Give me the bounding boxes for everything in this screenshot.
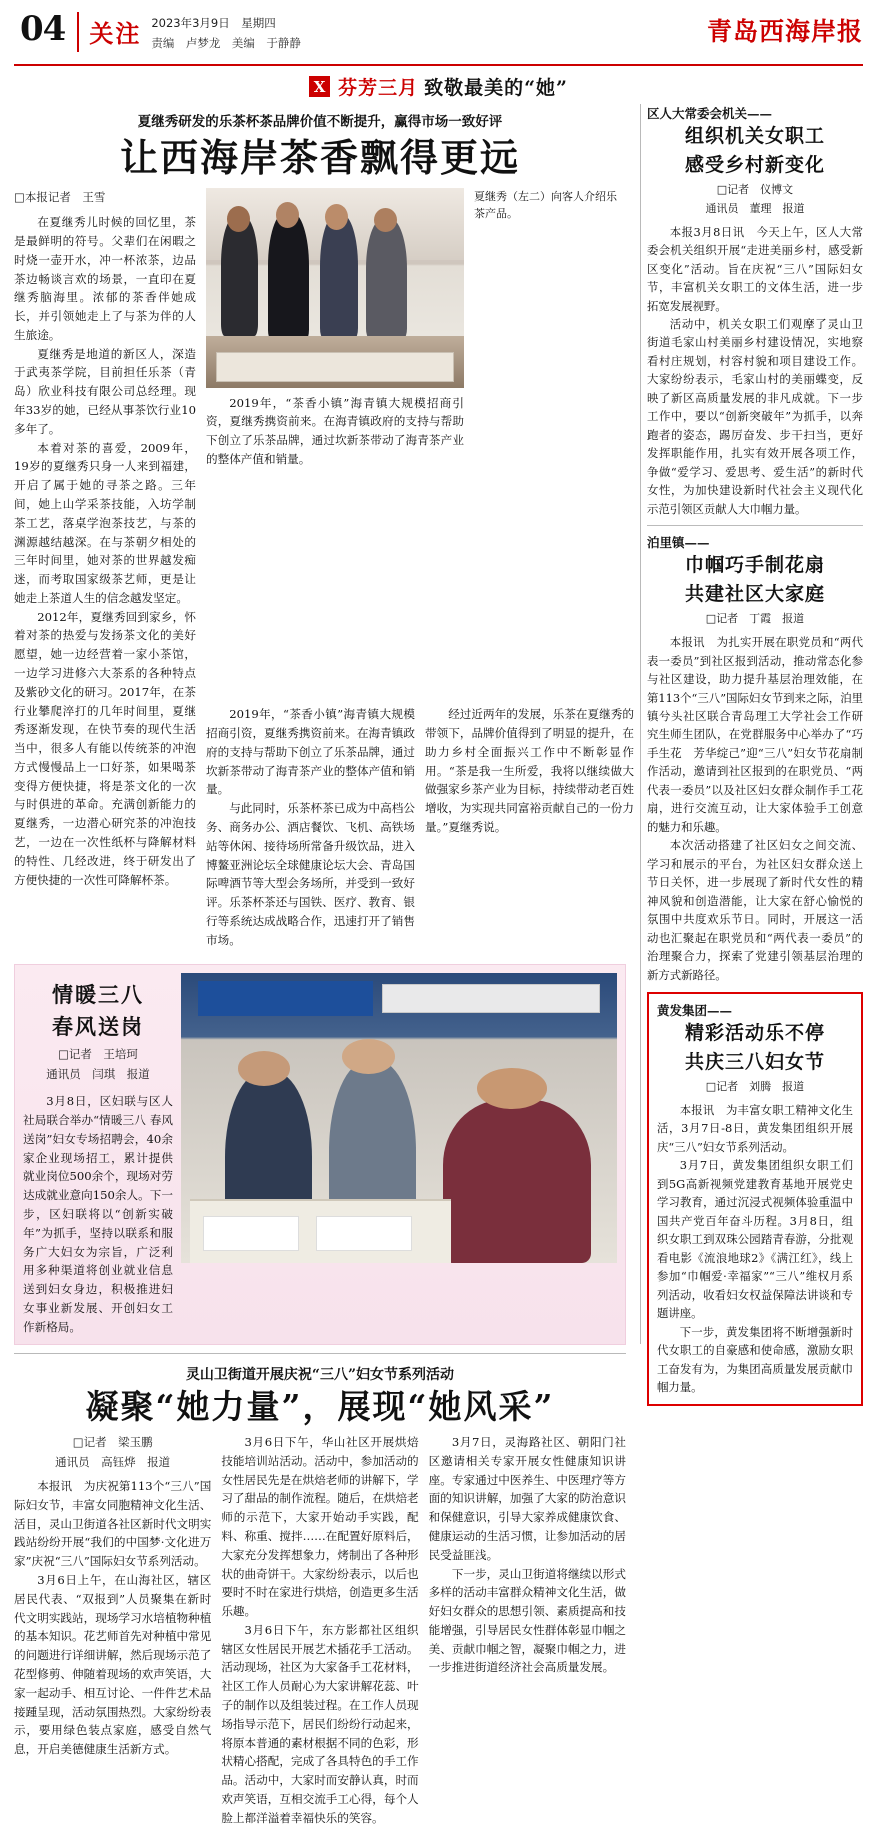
bottom-para-1: 本报讯 为庆祝第113个“三八”国际妇女节，丰富女同胞精神文化生活、活目，灵山卫街道各社区新时代文明实践站纷纷开展“我们的中国梦·文化进万家”庆祝“三八”国际妇女节系列活动。 (14, 1479, 212, 1569)
side1-kicker: 区人大常委会机关—— (646, 106, 772, 121)
lead-para-1: 在夏继秀儿时候的回忆里，茶是最鲜明的符号。父辈们在闲暇之时烧一壶开水，冲一杯浓茶，边品茶边畅谈言欢的场景，一直印在夏继秀脑海里。浓郁的茶香伴她成长，并引领她走上了与茶为伴的人生旅途。 (14, 215, 196, 342)
lead-kicker: 夏继秀研发的乐茶杯茶品牌价值不断提升，赢得市场一致好评 (137, 114, 503, 130)
bottom-headline: 凝聚“她力量”，展现“她风采” (85, 1387, 555, 1427)
lead-para-2: 夏继秀是地道的新区人，深造于武夷茶学院，目前担任乐茶（青岛）欣业科技有限公司总经理。现年33岁的她，已经从事茶饮行业10多年了。 (14, 346, 196, 436)
lead-byline: □本报记者 王雪 (14, 189, 106, 204)
bottom-byline-1: □记者 梁玉鹏 (72, 1435, 153, 1450)
side2-headline-line1: 巾帼巧手制花扇 (684, 554, 825, 577)
lead-para-5: 2019年，“茶香小镇”海青镇大规模招商引资，夏继秀携资前来。在海青镇政府的支持与帮助下创立了乐茶品牌，通过坎新茶带动了海青茶产业的整体产值和销量。 (206, 395, 464, 467)
section-separator (14, 1353, 626, 1354)
bottom-kicker: 灵山卫街道开展庆祝“三八”妇女节系列活动 (185, 1367, 455, 1384)
pink-byline-1: □记者 王培珂 (58, 1047, 138, 1062)
side-article-2 (647, 533, 863, 984)
side3-para-2: 3月7日，黄发集团组织女职工们到5G高新视频党建教育基地开展党史学习教育，通过沉浸式视频体验重温中国共产党百年奋斗历程。3月8日，组织女职工到双珠公园踏青春游，分批观看电影《流浪地球2》《满江红》，线上参加“巾帼爱·幸福家”“三八”维权月系列活动，收看妇女权益保障法讲谈和专题讲座。 (656, 1158, 853, 1321)
side1-byline-1: □记者 仪博文 (716, 183, 794, 197)
side3-para-1: 本报讯 为丰富女职工精神文化生活，3月7日-8日，黄发集团组织开展庆“三八”妇女节系列活动。 (656, 1103, 853, 1154)
side-article-1 (647, 104, 863, 518)
side-column (646, 104, 863, 1395)
bottom-columns (14, 1433, 626, 1827)
side2-para-1: 本次活动搭建了社区妇女之间交流、学习和展示的平台，为社区妇女群众送上节日关怀，进一步展现了新时代女性的精神风貌和创造潜能，让大家在舒心愉悦的氛围中共度欢乐节日。同时，开展这一活动也汇聚起在职党员和“两代表一委员”的治理聚合力，探索了党建引领基层治理的新方式新路径。 (646, 838, 863, 982)
lead-photo (206, 188, 464, 388)
bottom-para-4: 3月6日下午，东方影都社区组织辖区女性居民开展艺术插花手工活动。活动现场，社区为大家备手工花材料，社区工作人员耐心为大家讲解花蕊、叶子的制作以及组装过程。在工作人员现场指导示范下，居民们纷纷行动起来，将原本普通的素材根据不同的色彩，形状精心搭配，完成了各具特色的手工作品。活动中，大家时而安静认真，时而欢声笑语，互相交流手工心得，每个人脸上都洋溢着幸福快乐的笑容。 (221, 1622, 419, 1825)
banner-title-black: 致敬最美的“她” (424, 77, 568, 99)
side3-kicker: 黄发集团—— (656, 1003, 732, 1019)
page-number: 04 (20, 9, 66, 49)
lead-col-1 (14, 188, 196, 890)
side-article-3 (647, 992, 863, 1405)
lead-cont-para-5: 2019年，“茶香小镇”海青镇大规模招商引资，夏继秀携资前来。在海青镇政府的支持与帮助下创立了乐茶品牌，通过坎新茶带动了海青茶产业的整体产值和销量。 (206, 707, 415, 797)
bottom-byline-2: 通讯员 高钰烨 报道 (55, 1454, 171, 1469)
pink-photo (181, 973, 617, 1263)
lead-cont-para-6: 与此同时，乐茶杯茶已成为中高档公务、商务办公、酒店餐饮、飞机、高铁场站等休闲、接待场所常备升级饮品，进入博鳌亚洲论坛全球健康论坛大会、青岛国际啤酒节等大型会务场所，并受到一致好评。乐茶杯茶还与国铁、医疗、教育、银行等系统达成战略合作，迅速打开了销售市场。 (206, 801, 415, 947)
editor-credits: 责编 卢梦龙 美编 于静静 (151, 35, 301, 50)
banner-title-red: 芬芳三月 (338, 77, 419, 99)
bottom-col-2 (221, 1433, 418, 1827)
main-column (14, 104, 634, 1825)
side-separator-1 (647, 525, 863, 526)
side3-headline-line2: 共庆三八妇女节 (684, 1050, 825, 1073)
pink-byline-2: 通讯员 闫琪 报道 (46, 1066, 150, 1081)
page-content (14, 104, 863, 1825)
banner-title (338, 73, 568, 100)
section-title: 关注 (89, 19, 142, 48)
lead-cont-col-a (206, 705, 415, 949)
side2-headline-line2: 共建社区大家庭 (684, 582, 825, 605)
bottom-para-3: 3月6日下午，华山社区开展烘焙技能培训站活动。活动中，参加活动的女性居民先是在烘焙老师的讲解下，学习了甜品的制作流程。随后，在烘焙老师的示范下，大家开始动手实践，配料、称重、搅拌……在配置好原料后，大家充分发挥想象力，烤制出了各种形状的曲奇饼干。大家纷纷表示，以后也要时不时在家进行烘焙，创造更多生活乐趣。 (221, 1435, 419, 1619)
masthead-meta (151, 10, 301, 53)
side3-byline-1: □记者 刘腾 报道 (705, 1080, 805, 1094)
side3-headline-line1: 精彩活动乐不停 (684, 1022, 825, 1045)
pink-body: 3月8日，区妇联与区人社局联合举办“情暖三八 春风送岗”妇女专场招聘会，40余家企业现场招工，累计提供就业岗位500余个，现场对劳达成就业意向150余人。下一步，区妇联将以“创新实破年”为抓手，坚持以联系和服务广大妇女为宗旨，广泛利用多种渠道将创业就业信息送到妇女身边，积极推进妇女事业新发展、开创妇女工作新格局。 (23, 1094, 173, 1334)
side1-para-1: 本报3月8日讯 今天上午，区人大常委会机关组织开展“走进美丽乡村，感受新区变化”活动。旨在庆祝“三八”国际妇女节，丰富机关女职工的文体生活，进一步拓宽发展视野。 (646, 224, 863, 313)
side1-headline-line1: 组织机关女职工 (684, 125, 825, 147)
pink-title-line1: 情暖三八 (52, 981, 144, 1007)
lead-para-4: 2012年，夏继秀回到家乡，怀着对茶的热爱与发扬茶文化的美好愿望，她一边经营着一家小茶馆，一边学习进修六大茶系的各种特点及紫砂文化的研习。2017年，在茶行业攀爬淬打的几年时间里，夏继秀逐渐发现，在快节奏的现代生活当中，很多人有能以传统茶的冲泡方式慢慢品上一口好茶，如果喝茶变得方便快捷，将是茶文化的一次与时俱进的革命。充满创新能力的夏继秀，一边潜心研究茶的冲泡技艺，一边在一次性纸杯与降解材料的特性、几经改进，终于研发出了方便快捷的一次性可降解杯茶。 (14, 609, 196, 887)
pink-feature-article (14, 964, 626, 1346)
side1-headline-line2: 感受乡村新变化 (684, 153, 825, 176)
side2-lead: 本报讯 为扎实开展在职党员和“两代表一委员”到社区报到活动，推动常态化参与社区建设，助力提升基层治理效能，在第113个“三八”国际妇女节到来之际，泊里镇兮头社区联合青岛理工大学社会工作研究生师生团队，在党群服务中心举办了“巧手生花 芳华绽己”迎“三八”妇女节花扇制作活动，邀请到社区报到的在职党员、“两代表一委员”以及社区妇女群众制作手工花扇，进行交流互动，让大家体验手工创意的魅力和乐趣。 (646, 635, 863, 834)
side2-kicker: 泊里镇—— (646, 535, 710, 551)
lead-cont-col-b (425, 705, 634, 949)
side2-byline-1: □记者 丁霞 报道 (705, 612, 805, 626)
feature-banner (14, 66, 863, 104)
bottom-para-2: 3月6日上午，在山海社区，辖区居民代表、“双报到”人员聚集在新时代文明实践站，现场学习水培植物种植的基本知识。花艺师首先对种植中常见的问题进行详细讲解，然后现场示范了花型修剪、伸随着现场的欢声笑语，大家一起动手、相互讨论、一件件艺术品接踵呈现，活动氛围热烈。大家纷纷表示，要用绿色装点家庭，感受自然气息，开启美德健康生活新方式。 (14, 1573, 212, 1757)
bottom-para-5: 3月7日，灵海路社区、朝阳门社区邀请相关专家开展女性健康知识讲座。专家通过中医养生、中医理疗等方面的知识讲解，加强了大家的防治意识和保健意识，引导大家养成健康饮食、健康运动的生活习惯，让参加活动的居民受益匪浅。 (428, 1435, 626, 1562)
side1-byline-2: 通讯员 董理 报道 (705, 201, 805, 215)
bottom-para-6: 下一步，灵山卫街道将继续以形式多样的活动丰富群众精神文化生活，做好妇女群众的思想引领、素质提高和技能增强，引导居民女性群体彰显巾帼之美、贡献巾帼之智，凝聚巾帼之力，进一步推进街道经济社会高质量发展。 (428, 1566, 626, 1675)
banner-mark-icon: X (309, 76, 330, 97)
masthead (14, 10, 863, 60)
lead-headline: 让西海岸茶香飘得更远 (119, 135, 520, 180)
pink-title-line2: 春风送岗 (52, 1013, 144, 1039)
lead-photo-caption: 夏继秀（左二）向客人介绍乐茶产品。 (474, 189, 617, 220)
pink-text-column (23, 973, 173, 1337)
column-rule (640, 104, 641, 1344)
lead-cont-para-7: 经过近两年的发展，乐茶在夏继秀的带领下，品牌价值得到了明显的提升，在助力乡村全面振兴工作中不断彰显作用。“茶是我一生所爱，我将以继续做大做强家乡茶产业为目标，持续带动老百姓增收，为实现共同富裕贡献自己的一份力量。”夏继秀说。 (425, 707, 634, 835)
issue-date: 2023年3月9日 星期四 (151, 16, 276, 30)
side1-para-2: 活动中，机关女职工们观摩了灵山卫街道毛家山村美丽乡村建设情况，实地察看村庄规划，村容村貌和项目建设工作。大家纷纷表示，毛家山村的美丽蝶变，反映了新区高质量发展的非凡成就。下一步工作中，要以“创新突破年”为抓手，以奔跑者的姿态，踢厉奋发、步干扫当，更好发挥职能作用，扎实有效开展各项工作，争做“爱学习、爱思考、爱生活”的新时代女性，为加快建设新时代社会主义现代化示范引领区贡献人大巾帼力量。 (646, 317, 863, 516)
bottom-col-3 (429, 1433, 626, 1827)
paper-logo: 青岛西海岸报 (706, 17, 863, 46)
bottom-col-1 (14, 1433, 211, 1827)
lead-para-3: 本着对茶的喜爱，2009年，19岁的夏继秀只身一人来到福建，开启了属于她的寻茶之路。三年间，她上山学采茶技能，入坊学制茶工艺，落桌学泡茶技艺，与茶的渊源越结越深。在与茶朝夕相处的三年时间里，她对茶的世界越发痴迷，而考取国家级茶艺师，更是让她走上茶道人生的信念越发坚定。 (14, 440, 196, 605)
side3-para-3: 下一步，黄发集团将不断增强新时代女职工的自豪感和使命感，激励女职工奋发有为，为集团高质量发展贡献巾帼力量。 (656, 1324, 853, 1395)
